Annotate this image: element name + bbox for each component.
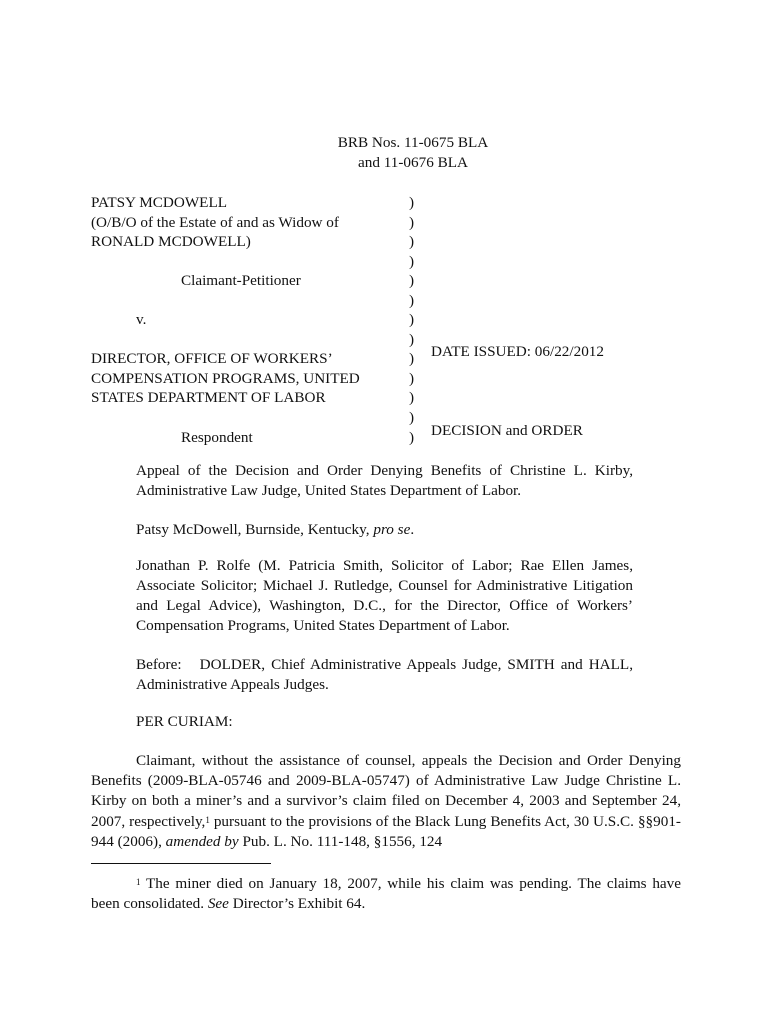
- panel-before: Before: DOLDER, Chief Administrative Appeals Judge, SMITH and HALL, Administrative Appeals Judges.: [136, 656, 636, 693]
- appeal-statement: Appeal of the Decision and Order Denying Benefits of Christine L. Kirby, Administrative Law Judge, United States Department of Labor.: [136, 462, 633, 499]
- claimant-counsel-text: Patsy McDowell, Burnside, Kentucky,: [136, 521, 374, 538]
- date-issued: DATE ISSUED: 06/22/2012: [431, 343, 604, 361]
- respondent-role: Respondent: [181, 428, 253, 446]
- paren: ): [409, 369, 415, 387]
- paren: ): [409, 311, 415, 329]
- paren: ): [409, 213, 415, 231]
- footnote: [91, 874, 681, 914]
- caption-spacer: [91, 408, 401, 428]
- pro-se: pro se: [373, 521, 411, 538]
- paren: ): [409, 330, 415, 348]
- paren: ): [409, 291, 415, 309]
- paren: ): [409, 272, 415, 290]
- footnote-ref[interactable]: 1: [205, 814, 210, 825]
- respondent-line-1: DIRECTOR, OFFICE OF WORKERS’: [91, 350, 333, 368]
- paren: ): [409, 389, 415, 407]
- footnote-number: 1: [136, 877, 141, 887]
- respondent-line-3: STATES DEPARTMENT OF LABOR: [91, 389, 326, 407]
- footnote-text-2: Director’s Exhibit 64.: [228, 895, 366, 912]
- paren: ): [409, 409, 415, 427]
- claimant-counsel-end: .: [410, 521, 415, 538]
- paren: ): [409, 233, 415, 251]
- document-type: DECISION and ORDER: [431, 421, 583, 439]
- paren: ): [409, 252, 415, 270]
- case-number-line-2: and 11-0676 BLA: [358, 154, 468, 171]
- claimant-counsel: [136, 520, 633, 540]
- body-text-1: Claimant, without the assistance of counsel, appeals the Decision and Order Denying Benefits (2009-BLA-05746 and 2009-BLA-05747) of Administrative Law Judge Christine L. Kirby on both a miner’s and a survivor’s claim filed on December 4, 2003 and September 24, 2007, respectively,: [91, 752, 681, 830]
- claimant-obo: (O/B/O of the Estate of and as Widow of: [91, 213, 339, 231]
- respondent-counsel: Jonathan P. Rolfe (M. Patricia Smith, Solicitor of Labor; Rae Ellen James, Associate Solicitor; Michael J. Rutledge, Counsel for Administrative Litigation and Legal Advice), Washington, D.C., for the Director, Office of Workers’ Compensation Programs, United States Department of Labor.: [136, 557, 633, 634]
- paren: ): [409, 350, 415, 368]
- claimant-deceased: RONALD MCDOWELL): [91, 233, 251, 251]
- caption-spacer: [91, 252, 401, 272]
- per-curiam: PER CURIAM:: [136, 713, 233, 730]
- footnote-italic: See: [207, 895, 229, 912]
- paren: ): [409, 428, 415, 446]
- case-number-line-1: BRB Nos. 11-0675 BLA: [337, 134, 489, 151]
- caption-spacer: [91, 291, 401, 311]
- claimant-role: Claimant-Petitioner: [181, 272, 301, 290]
- caption-spacer: [91, 330, 401, 350]
- caption-parentheses: [409, 193, 414, 447]
- body-paragraph: [91, 751, 681, 852]
- body-text-3: Pub. L. No. 111-148, §1556, 124: [238, 832, 443, 850]
- body-text-2: pursuant to the provisions of the Black Lung Benefits Act, 30 U.S.C. §§901-944 (2006),: [91, 812, 681, 850]
- claimant-name: PATSY MCDOWELL: [91, 194, 227, 211]
- case-number: [0, 133, 770, 173]
- paren: ): [409, 194, 415, 211]
- footnote-text-1: The miner died on January 18, 2007, while his claim was pending. The claims have been consolidated.: [91, 875, 681, 912]
- body-italic: amended by: [165, 832, 239, 850]
- footnote-divider: [91, 863, 271, 864]
- case-caption: [91, 193, 401, 447]
- versus: v.: [136, 311, 147, 329]
- respondent-line-2: COMPENSATION PROGRAMS, UNITED: [91, 369, 360, 387]
